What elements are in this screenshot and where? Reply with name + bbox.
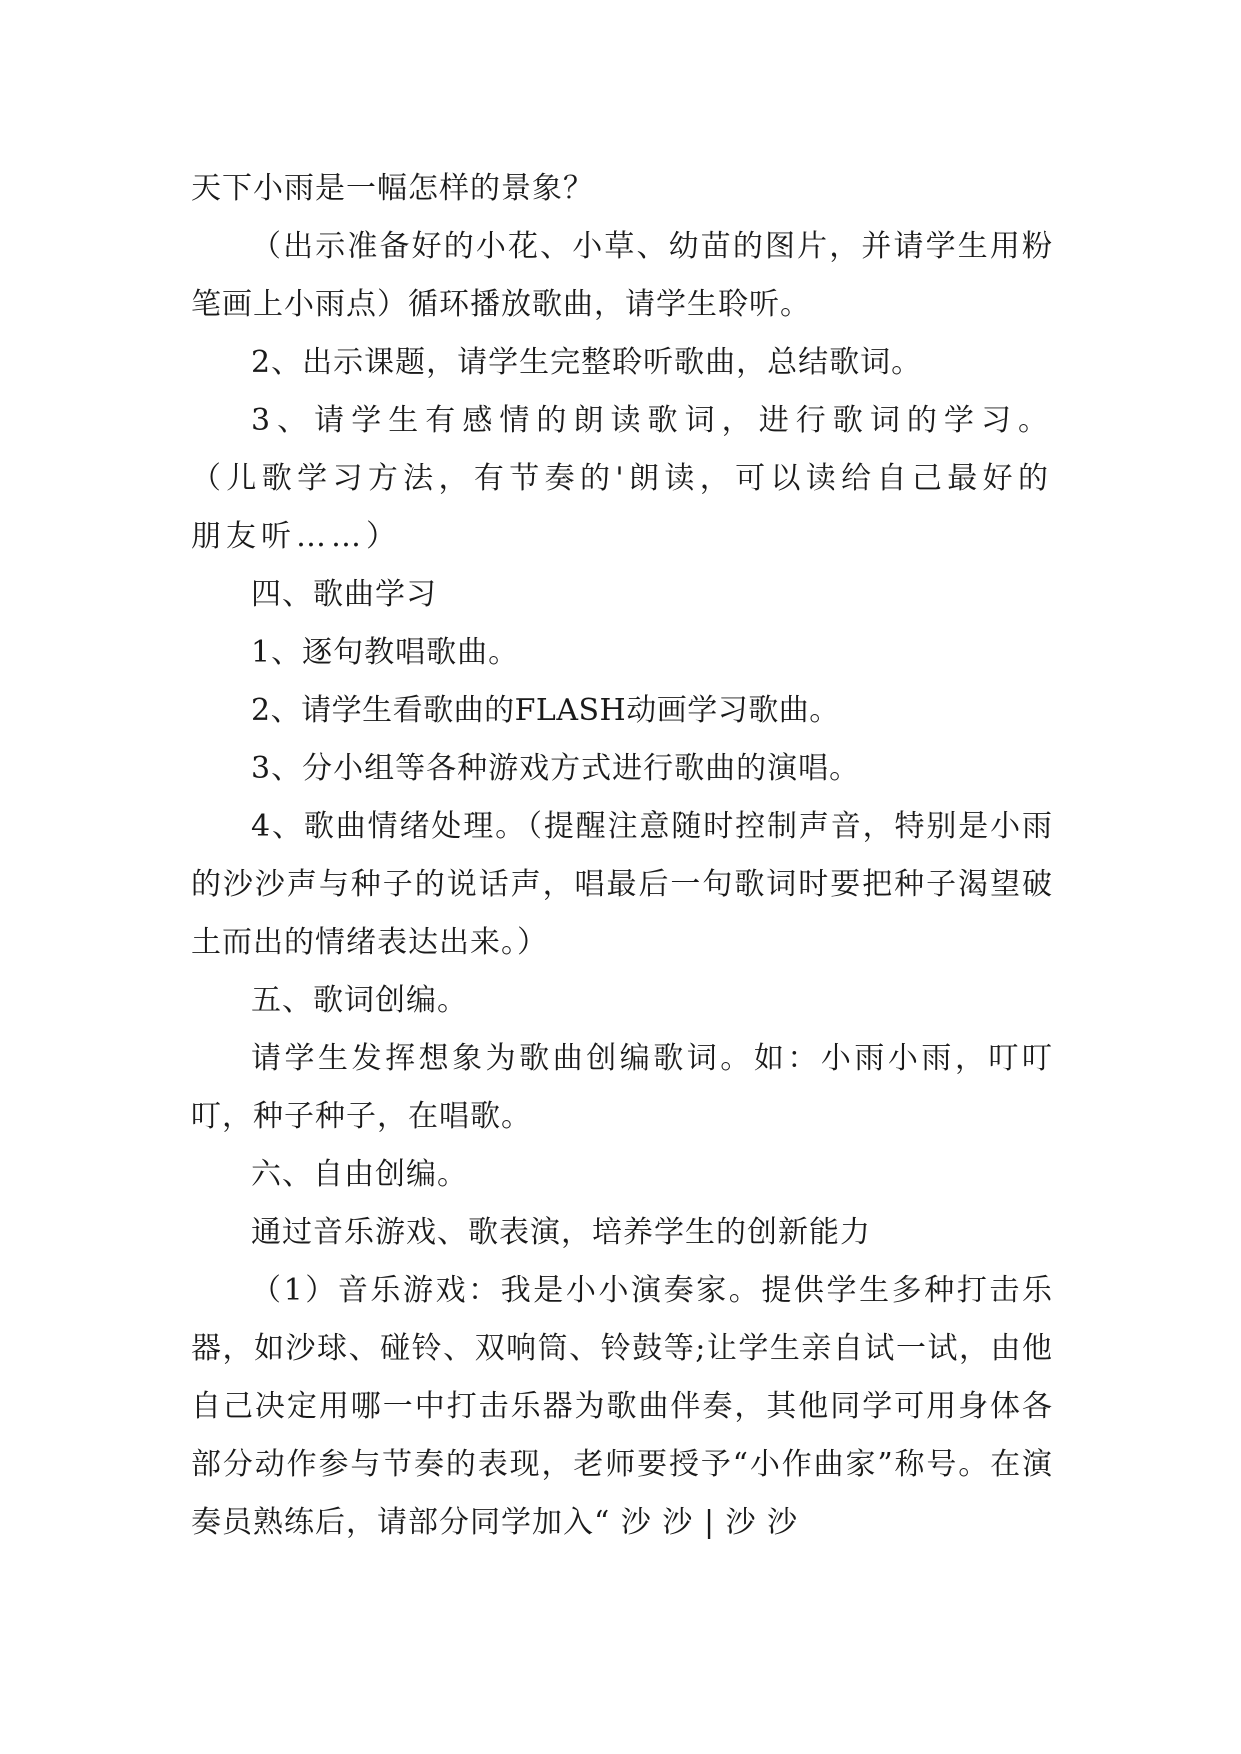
- paragraph-3: 2、出示课题，请学生完整聆听歌曲，总结歌词。: [251, 345, 923, 380]
- paragraph-2: （出示准备好的小花、小草、幼苗的图片，并请学生用粉笔画上小雨点）循环播放歌曲，请学生聆听。: [191, 229, 1053, 322]
- paragraph-5: 1、逐句教唱歌曲。: [251, 635, 520, 670]
- paragraph-1: 天下小雨是一幅怎样的景象？: [191, 171, 594, 206]
- section-heading-5: 五、歌词创编。: [251, 983, 468, 1018]
- paragraph-6: 2、请学生看歌曲的FLASH动画学习歌曲。: [251, 693, 840, 728]
- paragraph-11: （1）音乐游戏：我是小小演奏家。提供学生多种打击乐器，如沙球、碰铃、双响筒、铃鼓等;让学生亲自试一试，由他自己决定用哪一中打击乐器为歌曲伴奏，其他同学可用身体各部分动作参与节奏的表现，老师要授予“小作曲家”称号。在演奏员熟练后，请部分同学加入“ 沙 沙 | 沙 沙: [191, 1273, 1053, 1540]
- paragraph-7: 3、分小组等各种游戏方式进行歌曲的演唱。: [251, 751, 861, 786]
- paragraph-10: 通过音乐游戏、歌表演，培养学生的创新能力: [251, 1215, 871, 1250]
- document-body: [191, 160, 1053, 1552]
- paragraph-8: 4、歌曲情绪处理。（提醒注意随时控制声音，特别是小雨的沙沙声与种子的说话声，唱最后一句歌词时要把种子渴望破土而出的情绪表达出来。）: [191, 809, 1053, 960]
- section-heading-6: 六、自由创编。: [251, 1157, 468, 1192]
- section-heading-4: 四、歌曲学习: [251, 577, 437, 612]
- paragraph-4: 3、请学生有感情的朗读歌词，进行歌词的学习。（儿歌学习方法，有节奏的'朗读，可以读给自己最好的朋友听……）: [191, 403, 1053, 554]
- paragraph-9: 请学生发挥想象为歌曲创编歌词。如：小雨小雨，叮叮叮，种子种子，在唱歌。: [191, 1041, 1053, 1134]
